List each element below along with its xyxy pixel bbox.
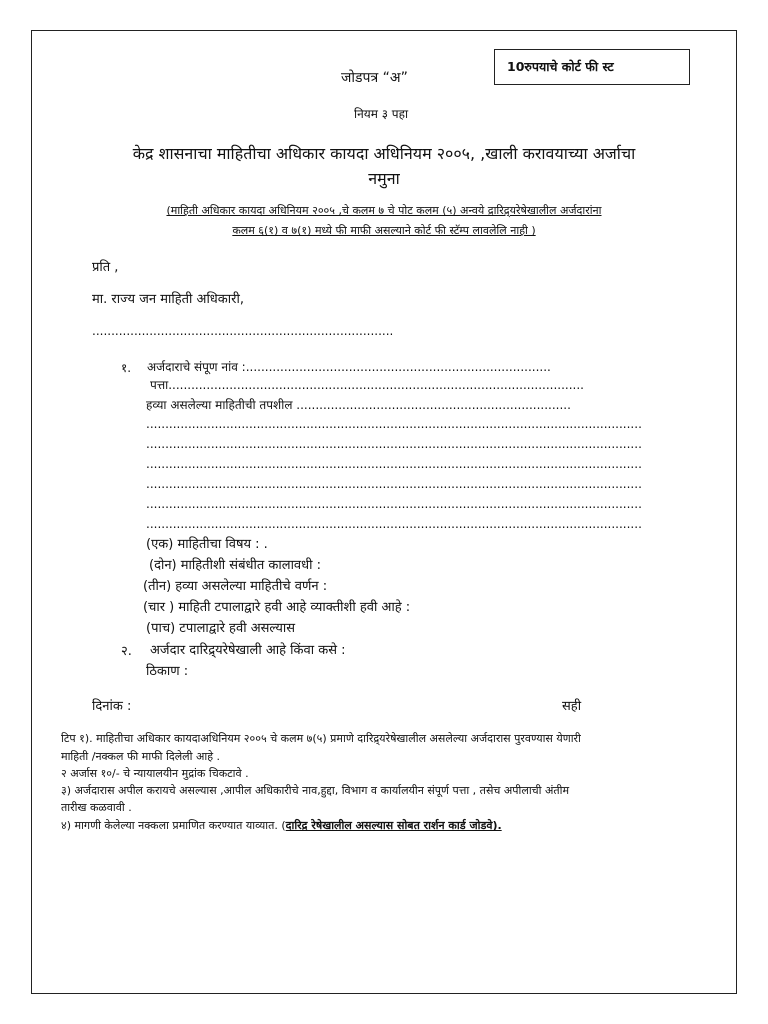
info-details-field: हव्या असलेल्या माहितीची तपशील ........................................................................ [146, 398, 571, 412]
blank-line: .................................................................................................................................. [146, 417, 642, 431]
addressee-blank: ............................................................................... [92, 324, 394, 338]
footnote-4-text: ४) मागणी केलेल्या नक्कला प्रमाणित करण्यात याव्यात. ( [61, 819, 286, 832]
sub-item-five: (पाच) टपालाद्वारे हवी असल्यास [146, 621, 296, 636]
addressee: मा. राज्य जन माहिती अधिकारी, [92, 292, 244, 307]
stamp-label: 10रुपयाचे कोर्ट फी स्ट [507, 59, 614, 74]
form-title-line2: नमुना [368, 169, 400, 188]
annexure-heading: जोडपत्र “अ” [341, 70, 408, 86]
signature-field: सही [562, 699, 582, 714]
footnote-3-line1: ३) अर्जदारास अपील करायचे असल्यास ,आपील अधिकारीचे नाव,हुद्दा, विभाग व कार्यालयीन संपूर्ण पत्ता , तसेच अपीलाची अंतीम [61, 784, 570, 797]
form-title-line1: केद्र शासनाचा माहितीचा अधिकार कायदा अधिनियम २००५, ,खाली करावयाच्या अर्जाचा [132, 144, 636, 163]
sub-item-two: (दोन) माहितीशी संबंधीत कालावधी : [149, 558, 322, 573]
blank-line: .................................................................................................................................. [146, 517, 642, 531]
footnote-4-bold: दारिद्र रेषेखालील असल्यास सोबत रार्शन कार्ड जोडवे). [285, 819, 502, 832]
footnote-2: २ अर्जास १०/- चे न्यायालयीन मुद्रांक चिकटावे . [61, 767, 249, 780]
sub-item-one: (एक) माहितीचा विषय : . [146, 537, 268, 552]
exemption-note-line2: कलम ६(१) व ७(१) मध्ये फी माफी असल्याने कोर्ट फी स्टॅम्प लावलेलि नाही ) [232, 224, 536, 237]
salutation-to: प्रति , [92, 260, 119, 275]
sub-item-four: (चार ) माहिती टपालाद्वारे हवी आहे व्याक्तीशी हवी आहे : [143, 600, 411, 615]
blank-line: .................................................................................................................................. [146, 457, 642, 471]
item2-number: २. [121, 644, 132, 659]
footnote-3-line2: तारीख कळवावी . [61, 801, 132, 814]
applicant-name-field: अर्जदाराचे संपूण नांव :................................................................................ [147, 360, 551, 374]
footnote-4 [61, 820, 502, 833]
blank-line: .................................................................................................................................. [146, 477, 642, 491]
sub-item-three: (तीन) हव्या असलेल्या माहितीचे वर्णन : [143, 579, 328, 594]
place-field: ठिकाण : [146, 664, 189, 679]
footnote-1-line1: टिप १). माहितीचा अधिकार कायदाअधिनियम २००५ चे कलम ७(५) प्रमाणे दारिद्र्यरेषेखालील असलेल्या अर्जदारास पुरवण्यास येणारी [61, 732, 581, 745]
date-field: दिनांक : [92, 699, 132, 714]
blank-line: .................................................................................................................................. [146, 437, 642, 451]
exemption-note-line1: (माहिती अधिकार कायदा अधिनियम २००५ ,चे कलम ७ चे पोट कलम (५) अन्वये द्रारिद्र्यरेषेखालील अर्जदारांना [166, 204, 602, 217]
footnote-1-line2: माहिती /नक्कल फी माफी दिलेली आहे . [61, 750, 221, 763]
rule-reference: नियम ३ पहा [354, 107, 409, 121]
court-fee-stamp-box [494, 49, 690, 85]
applicant-address-field: पत्ता............................................................................................................. [150, 378, 584, 392]
bpl-status-field: अर्जदार दारिद्र्यरेषेखाली आहे किंवा कसे : [150, 643, 346, 658]
blank-line: .................................................................................................................................. [146, 497, 642, 511]
item1-number: १. [121, 361, 132, 375]
